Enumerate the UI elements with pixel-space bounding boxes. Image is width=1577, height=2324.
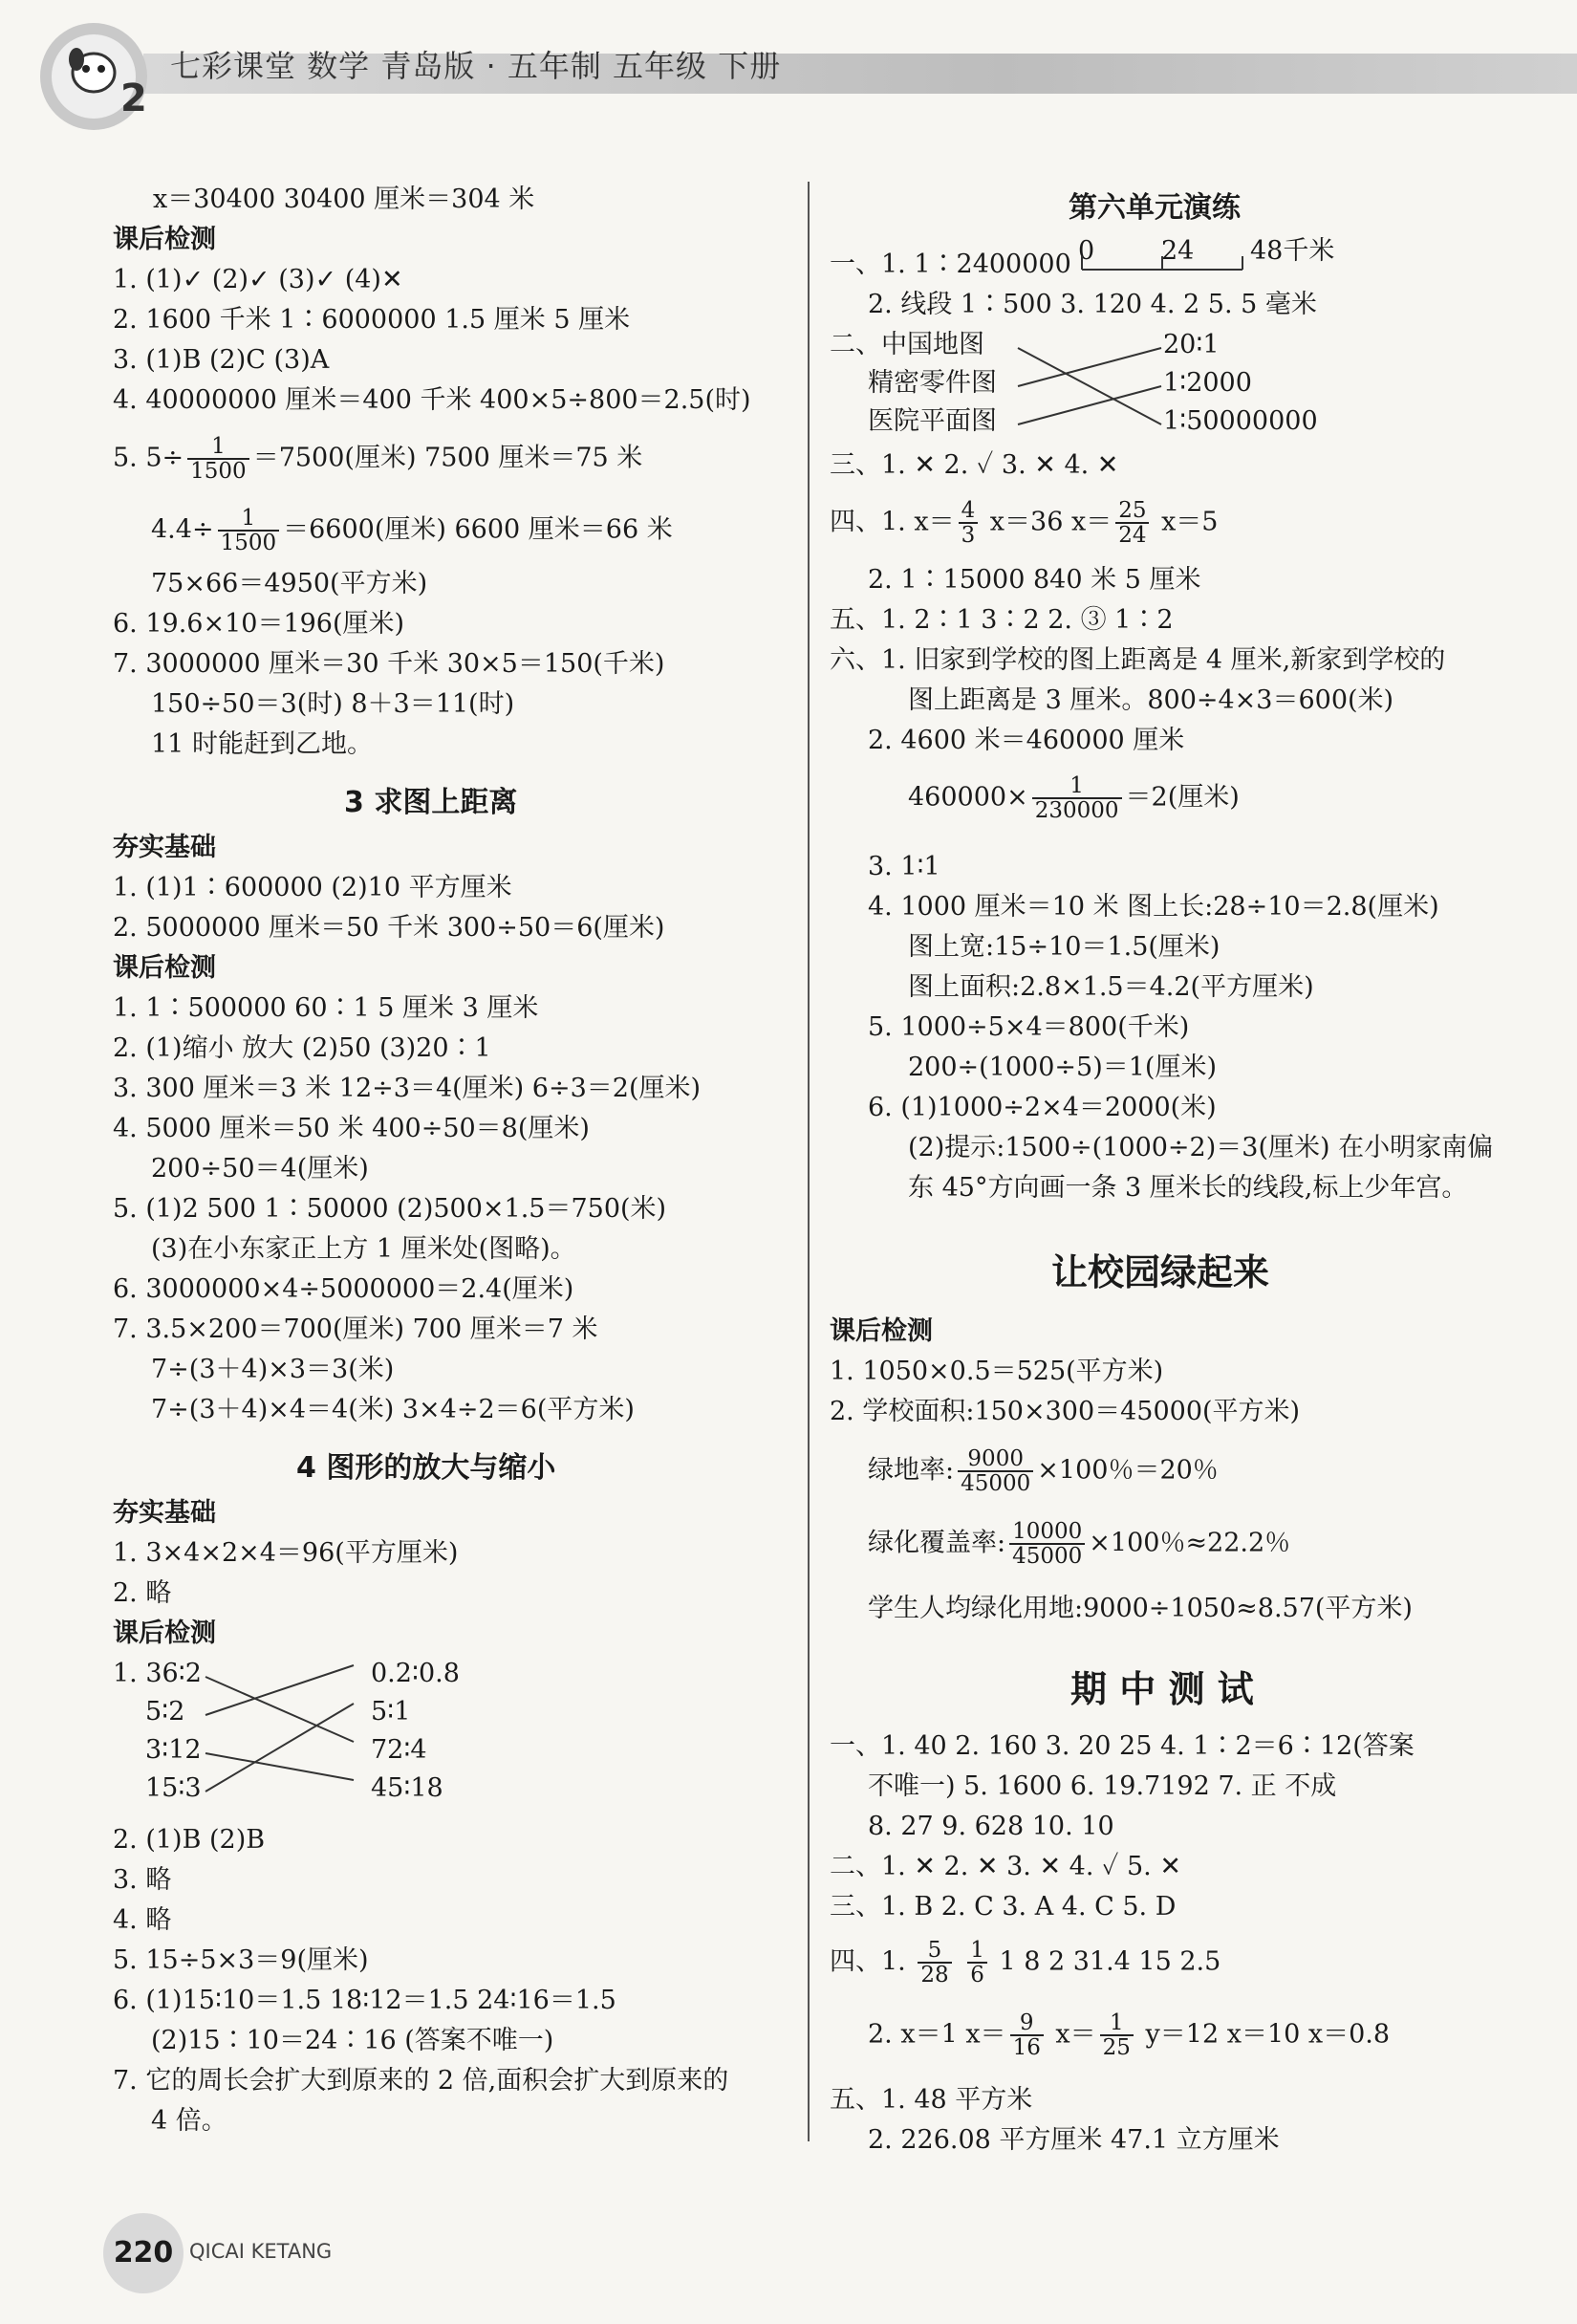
answer-line: 200÷(1000÷5)＝1(厘米) (908, 1053, 1217, 1082)
subsection-heading: 课后检测 (113, 1618, 216, 1648)
answer-line: 四、1. x＝ $\frac{4}{3}$ x＝36 x＝ $\frac{25}{24}$ x＝5 (830, 498, 1219, 548)
section-title: 3 求图上距离 (344, 786, 518, 819)
answer-line: 3. 1∶1 (868, 852, 940, 881)
answer-line: 4. 5000 厘米＝50 米 400÷50＝8(厘米) (113, 1114, 590, 1143)
answer-line: 不唯一) 5. 1600 6. 19.7192 7. 正 不成 (868, 1771, 1337, 1801)
answer-line: 1. 1∶500000 60∶1 5 厘米 3 厘米 (113, 993, 539, 1023)
fraction-numerator: 1 (187, 435, 249, 460)
subsection-heading: 课后检测 (113, 953, 216, 983)
fraction-denominator: 6 (970, 1963, 984, 1987)
answer-line: 2. 略 (113, 1578, 172, 1608)
match-line (205, 1704, 354, 1792)
answer-line: 4. 1000 厘米＝10 米 图上长:28÷10＝2.8(厘米) (868, 892, 1439, 922)
fraction-numerator: 4 (959, 499, 979, 524)
answer-line: 精密零件图 (868, 368, 997, 398)
answer-line: 5∶2 (145, 1697, 185, 1727)
answer-line: x＝30400 30400 厘米＝304 米 (153, 185, 535, 214)
fraction-denominator: 1500 (220, 531, 277, 555)
answer-line: 20∶1 (1163, 330, 1220, 359)
answer-line: 五、1. 2∶1 3∶2 2. ③ 1∶2 (830, 605, 1174, 635)
answer-line: 150÷50＝3(时) 8＋3＝11(时) (151, 689, 515, 719)
answer-line: 2. x＝1 x＝ $\frac{9}{16}$ x＝ $\frac{1}{25}$ y＝12 x＝10 x＝0.8 (868, 2010, 1391, 2060)
fraction-denominator: 1500 (190, 459, 247, 484)
answer-line: 4. 40000000 厘米＝400 千米 400×5÷800＝2.5(时) (113, 385, 751, 415)
header-title: 七彩课堂 数学 青岛版 · 五年制 五年级 下册 (170, 48, 782, 84)
answer-line: 5. 15÷5×3＝9(厘米) (113, 1945, 369, 1975)
answer-line: 2. 4600 米＝460000 厘米 (868, 726, 1185, 755)
match-line (1018, 386, 1161, 424)
subsection-heading: 夯实基础 (113, 1498, 216, 1528)
fraction-numerator: 5 (918, 1939, 951, 1964)
answer-line: 1∶50000000 (1163, 406, 1318, 436)
fraction-denominator: 230000 (1034, 798, 1119, 823)
answer-line: 二、1. ✕ 2. ✕ 3. ✕ 4. ✓ 5. ✕ (830, 1852, 1181, 1881)
answer-line: 2. 线段 1∶500 3. 120 4. 2 5. 5 毫米 (868, 290, 1317, 319)
answer-line: 1∶2000 (1163, 368, 1252, 398)
answer-line: (2)提示:1500÷(1000÷2)＝3(厘米) 在小明家南偏 (908, 1133, 1494, 1162)
fraction-denominator: 28 (920, 1963, 949, 1987)
answer-line: 7÷(3＋4)×4＝4(米) 3×4÷2＝6(平方米) (151, 1395, 635, 1424)
answer-line: 6. 19.6×10＝196(厘米) (113, 609, 405, 639)
answer-line: 四、1. $\frac{5}{28}$ $\frac{1}{6}$ 1 8 2 31.4 15 2.5 (830, 1938, 1221, 1987)
section-title: 4 图形的放大与缩小 (296, 1451, 556, 1485)
section-title: 让校园绿起来 (1051, 1251, 1270, 1293)
answer-line: 五、1. 48 平方米 (830, 2085, 1033, 2115)
answer-line: 4. 略 (113, 1905, 172, 1935)
answer-line: 东 45°方向画一条 3 厘米长的线段,标上少年宫。 (908, 1173, 1468, 1203)
subsection-heading: 夯实基础 (113, 833, 216, 862)
answer-line: 460000× $\frac{1}{230000}$ ＝2(厘米) (908, 773, 1240, 823)
answer-line: 1. 3×4×2×4＝96(平方厘米) (113, 1538, 459, 1568)
footer-brand: QICAI KETANG (189, 2240, 333, 2263)
answer-line: 一、1. 40 2. 160 3. 20 25 4. 1∶2＝6∶12(答案 (830, 1731, 1415, 1761)
answer-line: 1. 1050×0.5＝525(平方米) (830, 1357, 1164, 1386)
answer-line: 2. 5000000 厘米＝50 千米 300÷50＝6(厘米) (113, 913, 665, 943)
fraction-numerator: 25 (1115, 499, 1149, 524)
svg-text:2: 2 (120, 76, 147, 120)
fraction-numerator: 9 (1010, 2011, 1044, 2036)
answer-line: 72∶4 (371, 1735, 427, 1765)
fraction-denominator: 25 (1102, 2035, 1131, 2060)
answer-line: 图上距离是 3 厘米。800÷4×3＝600(米) (908, 685, 1394, 715)
page-number: 220 (103, 2213, 184, 2293)
answer-line: 1. (1)✓ (2)✓ (3)✓ (4)✕ (113, 265, 403, 294)
answer-line: 200÷50＝4(厘米) (151, 1154, 369, 1184)
answer-line: 二、中国地图 (830, 330, 984, 359)
answer-line: 5∶1 (371, 1697, 411, 1727)
answer-line: 8. 27 9. 628 10. 10 (868, 1812, 1114, 1841)
answer-line: 3∶12 (145, 1735, 202, 1765)
answer-line: 2. (1)B (2)B (113, 1825, 266, 1855)
answer-line: 48千米 (1250, 236, 1335, 266)
answer-line: 2. (1)缩小 放大 (2)50 (3)20∶1 (113, 1033, 491, 1063)
answer-line: 3. 300 厘米＝3 米 12÷3＝4(厘米) 6÷3＝2(厘米) (113, 1074, 702, 1103)
match-line (1018, 348, 1161, 424)
answer-line: 15∶3 (145, 1773, 202, 1803)
fraction-denominator: 3 (961, 523, 976, 548)
fraction-numerator: 10000 (1009, 1520, 1085, 1545)
answer-line: (3)在小东家正上方 1 厘米处(图略)。 (151, 1234, 576, 1264)
answer-line: (2)15∶10＝24∶16 (答案不唯一) (151, 2026, 554, 2055)
answer-line: 5. 5÷ $\frac{1}{1500}$ ＝7500(厘米) 7500 厘米＝75 米 (113, 434, 643, 484)
answer-line: 三、1. ✕ 2. ✓ 3. ✕ 4. ✕ (830, 450, 1119, 480)
fraction-denominator: 45000 (1012, 1544, 1083, 1569)
answer-line: 75×66＝4950(平方米) (151, 569, 428, 598)
answer-line: 4.4÷ $\frac{1}{1500}$ ＝6600(厘米) 6600 厘米＝66 米 (151, 506, 673, 555)
answer-line: 7. 3000000 厘米＝30 千米 30×5＝150(千米) (113, 649, 665, 679)
answer-line: 7. 它的周长会扩大到原来的 2 倍,面积会扩大到原来的 (113, 2066, 729, 2096)
answer-line: 7. 3.5×200＝700(厘米) 700 厘米＝7 米 (113, 1314, 598, 1344)
answer-line: 学生人均绿化用地:9000÷1050≈8.57(平方米) (868, 1594, 1413, 1623)
answer-line: 2. 学校面积:150×300＝45000(平方米) (830, 1397, 1301, 1426)
fraction-denominator: 24 (1118, 523, 1147, 548)
answer-line: 一、1. 1∶2400000 (830, 250, 1071, 279)
answer-line: 5. (1)2 500 1∶50000 (2)500×1.5＝750(米) (113, 1194, 667, 1224)
fraction-numerator: 1 (1032, 774, 1122, 799)
answer-line: 医院平面图 (868, 406, 997, 436)
answer-line: 0 (1078, 236, 1095, 266)
answer-line: 6. (1)1000÷2×4＝2000(米) (868, 1093, 1217, 1122)
answer-line: 3. 略 (113, 1865, 172, 1895)
answer-line: 11 时能赶到乙地。 (151, 729, 373, 759)
answer-line: 1. (1)1∶600000 (2)10 平方厘米 (113, 873, 512, 902)
answer-line: 0.2∶0.8 (371, 1659, 460, 1688)
answer-line: 45∶18 (371, 1773, 443, 1803)
fraction-denominator: 16 (1012, 2035, 1041, 2060)
match-line (205, 1677, 354, 1742)
answer-line: 24 (1161, 236, 1195, 266)
answer-line: 2. 1∶15000 840 米 5 厘米 (868, 565, 1201, 595)
answer-line: 6. (1)15∶10＝1.5 18∶12＝1.5 24∶16＝1.5 (113, 1986, 616, 2015)
section-title: 期 中 测 试 (1070, 1668, 1254, 1710)
answer-line: 图上面积:2.8×1.5＝4.2(平方厘米) (908, 972, 1314, 1002)
match-line (205, 1665, 354, 1715)
answer-line: 1. 36∶2 (113, 1659, 202, 1688)
fraction-numerator: 1 (967, 1939, 987, 1964)
answer-line: 7÷(3＋4)×3＝3(米) (151, 1355, 395, 1384)
match-line (1018, 348, 1161, 386)
answer-line: 三、1. B 2. C 3. A 4. C 5. D (830, 1892, 1177, 1922)
answer-line: 6. 3000000×4÷5000000＝2.4(厘米) (113, 1274, 574, 1304)
answer-line: 3. (1)B (2)C (3)A (113, 345, 330, 375)
answer-line: 4 倍。 (151, 2106, 227, 2136)
answer-line: 2. 1600 千米 1∶6000000 1.5 厘米 5 厘米 (113, 305, 631, 335)
fraction-numerator: 9000 (958, 1447, 1033, 1472)
answer-line: 图上宽:15÷10＝1.5(厘米) (908, 932, 1221, 962)
subsection-heading: 课后检测 (113, 225, 216, 254)
answer-line: 绿地率: $\frac{9000}{45000}$ ×100％＝20％ (868, 1446, 1219, 1496)
answer-line: 绿化覆盖率: $\frac{10000}{45000}$ ×100％≈22.2％ (868, 1519, 1291, 1569)
section-title: 第六单元演练 (1069, 191, 1241, 225)
fraction-numerator: 1 (1100, 2011, 1134, 2036)
answer-line: 2. 226.08 平方厘米 47.1 立方厘米 (868, 2125, 1280, 2155)
answer-line: 5. 1000÷5×4＝800(千米) (868, 1012, 1190, 1042)
fraction-denominator: 45000 (961, 1471, 1031, 1496)
answer-line: 六、1. 旧家到学校的图上距离是 4 厘米,新家到学校的 (830, 645, 1446, 675)
subsection-heading: 课后检测 (830, 1316, 933, 1346)
match-line (205, 1753, 354, 1780)
fraction-numerator: 1 (218, 507, 280, 532)
